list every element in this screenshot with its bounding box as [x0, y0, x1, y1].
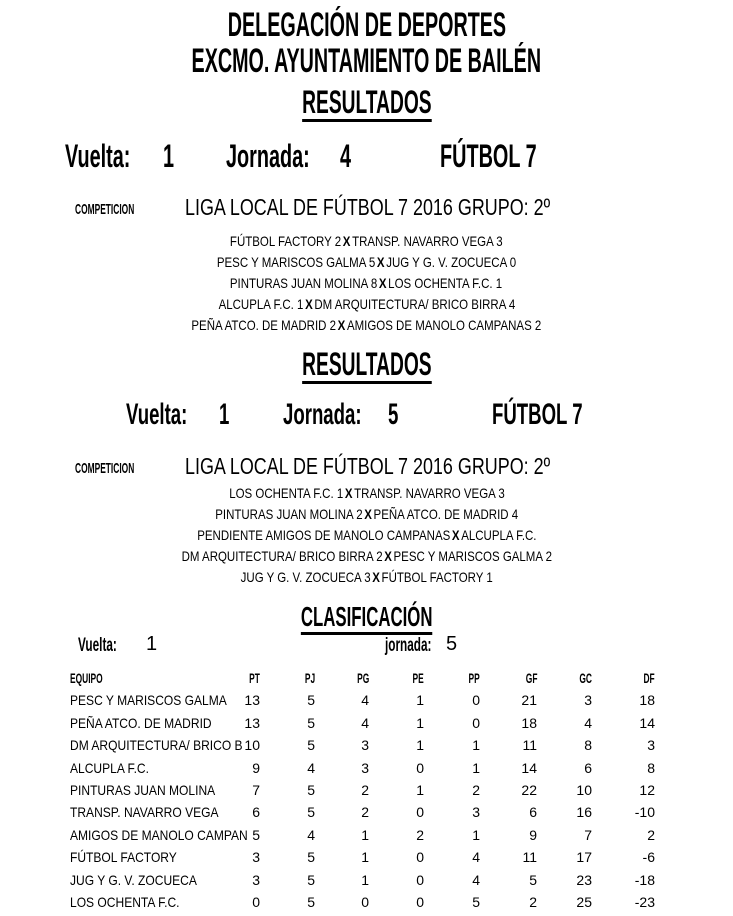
- section-heading-resultados-1: [0, 86, 733, 122]
- cell-pt: 9: [252, 759, 260, 776]
- match-home: FÚTBOL FACTORY 2: [230, 233, 342, 249]
- cell-df: 8: [647, 759, 655, 776]
- cell-pe: 1: [416, 692, 424, 709]
- match-away: ALCUPLA F.C.: [460, 527, 537, 543]
- team-name: TRANSP. NAVARRO VEGA: [70, 804, 219, 821]
- cell-df: 14: [639, 714, 655, 731]
- table-header-row: [0, 670, 733, 692]
- cell-pp: 0: [472, 714, 480, 731]
- jornada-label-2-text: Jornada:: [283, 398, 362, 431]
- cell-pp: 3: [472, 804, 480, 821]
- competicion-label-1-text: COMPETICION: [75, 201, 135, 218]
- match-row: [0, 275, 733, 291]
- cell-pp: 0: [472, 692, 480, 709]
- match-away: PESC Y MARISCOS GALMA 2: [393, 548, 552, 564]
- match-away: DM ARQUITECTURA/ BRICO BIRRA 4: [313, 296, 515, 312]
- match-home: ALCUPLA F.C. 1: [218, 296, 303, 312]
- match-text: [197, 527, 536, 543]
- clasificacion-vuelta-value-text: 1: [146, 633, 158, 655]
- section-heading-clasificacion: [0, 603, 733, 635]
- cell-gf: 14: [521, 759, 537, 776]
- match-away: AMIGOS DE MANOLO CAMPANAS 2: [347, 317, 542, 333]
- clasificacion-vuelta-label-text: Vuelta:: [78, 635, 117, 656]
- cell-pj: 5: [307, 871, 315, 888]
- cell-pt: 6: [252, 804, 260, 821]
- clasificacion-jornada-value-text: 5: [446, 633, 458, 655]
- cell-pt: 0: [252, 894, 260, 910]
- organization-line-2-text: EXCMO. AYUNTAMIENTO DE BAILÉN: [191, 42, 542, 80]
- team-name: AMIGOS DE MANOLO CAMPAN: [70, 826, 248, 843]
- table-row: [0, 849, 733, 871]
- cell-df: 12: [639, 782, 655, 798]
- column-header-equipo-text: EQUIPO: [70, 670, 103, 686]
- match-separator: X: [376, 254, 385, 270]
- match-home: LOS OCHENTA F.C. 1: [228, 485, 343, 501]
- match-text: [181, 548, 551, 564]
- match-text: [240, 569, 492, 585]
- cell-pg: 1: [361, 826, 369, 843]
- cell-pg: 0: [361, 894, 369, 910]
- team-name: FÚTBOL FACTORY: [70, 849, 177, 866]
- match-separator: X: [342, 233, 351, 249]
- match-home: JUG Y G. V. ZOCUECA 3: [240, 569, 371, 585]
- cell-pg: 4: [361, 692, 369, 709]
- cell-pp: 2: [472, 782, 480, 798]
- team-name: PESC Y MARISCOS GALMA: [70, 692, 227, 709]
- team-name: JUG Y G. V. ZOCUECA: [70, 871, 197, 888]
- match-row: [0, 485, 733, 501]
- match-away: FÚTBOL FACTORY 1: [381, 569, 493, 585]
- table-row: [0, 804, 733, 826]
- cell-gc: 23: [576, 871, 592, 888]
- match-home: DM ARQUITECTURA/ BRICO BIRRA 2: [181, 548, 383, 564]
- sport-label-2: [492, 400, 638, 430]
- vuelta-value-2: [219, 400, 236, 430]
- cell-pp: 1: [472, 759, 480, 776]
- match-text: [215, 506, 518, 522]
- match-row: [0, 254, 733, 270]
- cell-pe: 0: [416, 849, 424, 866]
- cell-gf: 2: [529, 894, 537, 910]
- clasificacion-jornada-label-text: jornada:: [385, 635, 432, 656]
- cell-pp: 4: [472, 871, 480, 888]
- match-text: [230, 275, 502, 291]
- column-header-gf: GF: [525, 670, 537, 686]
- cell-pg: 3: [361, 759, 369, 776]
- match-away: LOS OCHENTA F.C. 1: [388, 275, 503, 291]
- organization-line-2: [0, 44, 733, 78]
- column-header-pg: PG: [356, 670, 369, 686]
- jornada-value-1: [340, 140, 358, 172]
- column-header-df: DF: [643, 670, 655, 686]
- cell-gc: 10: [576, 782, 592, 798]
- match-text: [192, 317, 542, 333]
- match-row: [0, 569, 733, 585]
- table-row: [0, 782, 733, 804]
- match-away: PEÑA ATCO. DE MADRID 4: [373, 506, 518, 522]
- jornada-value-2-text: 5: [388, 398, 399, 431]
- match-home: PINTURAS JUAN MOLINA 8: [230, 275, 378, 291]
- sport-label-1: [440, 140, 596, 172]
- table-row: [0, 872, 733, 894]
- match-separator: X: [383, 548, 392, 564]
- cell-pg: 1: [361, 871, 369, 888]
- competicion-value-1: [185, 196, 653, 219]
- cell-gf: 11: [522, 849, 537, 866]
- vuelta-value-1-text: 1: [163, 138, 175, 174]
- cell-pg: 3: [361, 737, 369, 754]
- cell-pt: 5: [252, 826, 260, 843]
- cell-gf: 11: [522, 737, 537, 754]
- cell-df: -10: [634, 804, 655, 821]
- match-row: [0, 527, 733, 543]
- cell-pg: 2: [361, 804, 369, 821]
- organization-line-1: [0, 8, 733, 42]
- cell-pe: 1: [416, 714, 424, 731]
- match-away: TRANSP. NAVARRO VEGA 3: [353, 485, 505, 501]
- table-row: [0, 894, 733, 916]
- cell-pp: 1: [472, 737, 480, 754]
- match-row: [0, 296, 733, 312]
- cell-pt: 10: [244, 737, 260, 754]
- cell-gc: 17: [576, 849, 592, 866]
- cell-pe: 1: [416, 737, 424, 754]
- cell-pt: 13: [244, 714, 260, 731]
- table-row: [0, 760, 733, 782]
- table-row: [0, 827, 733, 849]
- column-header-pp: PP: [468, 670, 480, 686]
- cell-pj: 5: [307, 782, 315, 798]
- clasificacion-jornada-value: [446, 634, 457, 654]
- cell-pt: 7: [252, 782, 260, 798]
- vuelta-label-2: [126, 400, 225, 430]
- cell-pj: 5: [307, 894, 315, 910]
- match-separator: X: [344, 485, 353, 501]
- match-row: [0, 548, 733, 564]
- jornada-value-1-text: 4: [340, 138, 352, 174]
- match-home: PENDIENTE AMIGOS DE MANOLO CAMPANAS: [196, 527, 450, 543]
- clasificacion-vuelta-value: [146, 634, 157, 654]
- cell-gc: 16: [576, 804, 592, 821]
- cell-df: -23: [634, 894, 655, 910]
- cell-gc: 4: [584, 714, 592, 731]
- team-name: PINTURAS JUAN MOLINA: [70, 782, 216, 798]
- cell-gc: 25: [576, 894, 592, 910]
- column-header-gc: GC: [579, 670, 592, 686]
- cell-pe: 0: [416, 894, 424, 910]
- cell-pj: 5: [307, 737, 315, 754]
- cell-df: -6: [642, 849, 655, 866]
- section-heading-resultados-2-text: RESULTADOS: [301, 346, 432, 382]
- match-separator: X: [451, 527, 460, 543]
- competicion-label-2-text: COMPETICION: [75, 460, 135, 477]
- sport-label-1-text: FÚTBOL 7: [440, 138, 537, 174]
- competicion-label-1: [75, 202, 181, 217]
- match-text: [217, 254, 516, 270]
- section-heading-resultados-1-text: RESULTADOS: [301, 84, 432, 120]
- section-heading-clasificacion-text: CLASIFICACIÓN: [301, 603, 433, 635]
- cell-pt: 13: [244, 692, 260, 709]
- cell-pt: 3: [252, 871, 260, 888]
- cell-df: 3: [647, 737, 655, 754]
- match-separator: X: [304, 296, 313, 312]
- match-separator: X: [372, 569, 380, 585]
- cell-gf: 18: [521, 714, 537, 731]
- cell-pe: 1: [416, 782, 424, 798]
- cell-gf: 5: [529, 871, 537, 888]
- cell-pj: 5: [307, 804, 315, 821]
- match-home: PEÑA ATCO. DE MADRID 2: [191, 317, 337, 333]
- cell-gc: 7: [584, 826, 592, 843]
- cell-pg: 4: [361, 714, 369, 731]
- team-name: LOS OCHENTA F.C.: [70, 894, 180, 910]
- match-home: PESC Y MARISCOS GALMA 5: [216, 254, 376, 270]
- cell-gf: 21: [521, 692, 537, 709]
- jornada-label-1-text: Jornada:: [226, 138, 310, 174]
- competicion-value-2: [185, 455, 653, 478]
- match-text: [230, 233, 503, 249]
- column-header-pt: PT: [249, 670, 260, 686]
- cell-pj: 5: [307, 849, 315, 866]
- cell-gc: 6: [584, 759, 592, 776]
- match-away: JUG Y G. V. ZOCUECA 0: [386, 254, 517, 270]
- competicion-value-2-text: LIGA LOCAL DE FÚTBOL 7 2016 GRUPO: 2º: [185, 453, 551, 479]
- column-header-pj: PJ: [304, 670, 315, 686]
- match-separator: X: [364, 506, 372, 522]
- cell-pp: 1: [472, 826, 480, 843]
- team-name: ALCUPLA F.C.: [70, 759, 149, 776]
- jornada-value-2: [388, 400, 405, 430]
- match-row: [0, 233, 733, 249]
- cell-pg: 1: [361, 849, 369, 866]
- cell-df: -18: [634, 871, 655, 888]
- cell-pj: 4: [307, 759, 315, 776]
- competicion-value-1-text: LIGA LOCAL DE FÚTBOL 7 2016 GRUPO: 2º: [185, 194, 551, 220]
- vuelta-label-1: [65, 140, 171, 172]
- match-text: [218, 296, 515, 312]
- table-row: [0, 692, 733, 714]
- cell-df: 2: [647, 826, 655, 843]
- match-row: [0, 317, 733, 333]
- table-row: [0, 737, 733, 759]
- cell-pg: 2: [361, 782, 369, 798]
- cell-pe: 0: [416, 804, 424, 821]
- match-separator: X: [379, 275, 388, 291]
- match-row: [0, 506, 733, 522]
- cell-gf: 22: [521, 782, 537, 798]
- match-away: TRANSP. NAVARRO VEGA 3: [352, 233, 503, 249]
- match-text: [229, 485, 504, 501]
- cell-gc: 8: [584, 737, 592, 754]
- competicion-label-2: [75, 461, 181, 476]
- cell-pj: 5: [307, 714, 315, 731]
- section-heading-resultados-2: [0, 348, 733, 384]
- match-separator: X: [337, 317, 346, 333]
- cell-pt: 3: [252, 849, 260, 866]
- team-name: DM ARQUITECTURA/ BRICO B: [70, 737, 243, 754]
- match-home: PINTURAS JUAN MOLINA 2: [215, 506, 363, 522]
- cell-df: 18: [639, 692, 655, 709]
- cell-pj: 5: [307, 692, 315, 709]
- vuelta-label-2-text: Vuelta:: [126, 398, 188, 431]
- cell-gf: 6: [529, 804, 537, 821]
- cell-pp: 4: [472, 849, 480, 866]
- cell-pp: 5: [472, 894, 480, 910]
- vuelta-value-2-text: 1: [219, 398, 230, 431]
- cell-pe: 2: [416, 826, 424, 843]
- cell-gc: 3: [584, 692, 592, 709]
- cell-pe: 0: [416, 871, 424, 888]
- table-row: [0, 715, 733, 737]
- clasificacion-vuelta-label: [78, 636, 141, 655]
- vuelta-label-1-text: Vuelta:: [65, 138, 131, 174]
- cell-pe: 0: [416, 759, 424, 776]
- cell-gf: 9: [529, 826, 537, 843]
- cell-pj: 4: [307, 826, 315, 843]
- vuelta-value-1: [163, 140, 181, 172]
- column-header-pe: PE: [412, 670, 424, 686]
- organization-line-1-text: DELEGACIÓN DE DEPORTES: [227, 6, 506, 44]
- column-header-equipo: [70, 670, 124, 686]
- sport-label-2-text: FÚTBOL 7: [492, 398, 583, 431]
- team-name: PEÑA ATCO. DE MADRID: [70, 714, 212, 731]
